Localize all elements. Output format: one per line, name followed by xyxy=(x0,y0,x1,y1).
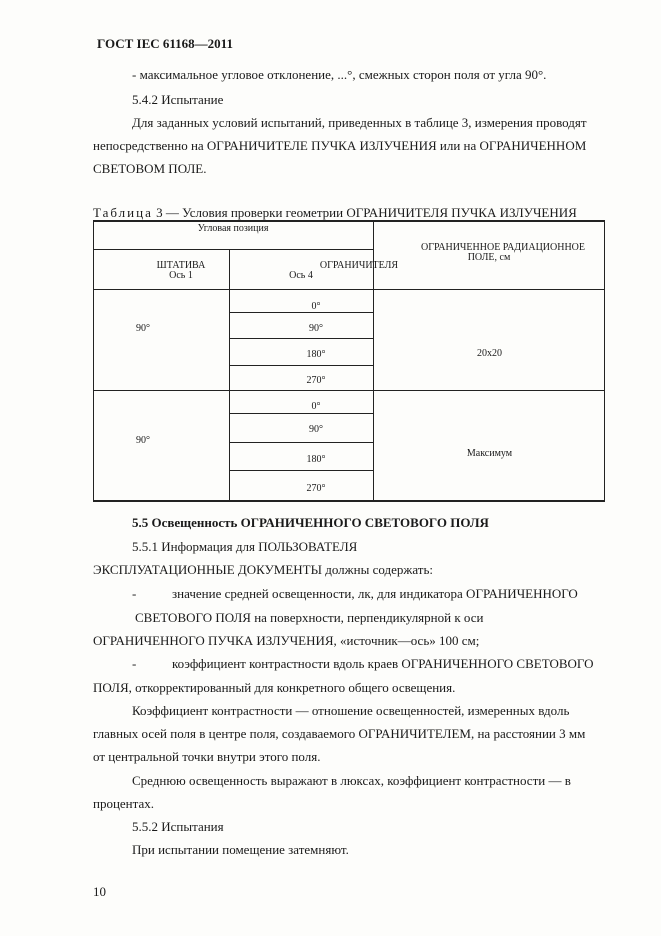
table-cell-angle: 270° xyxy=(306,483,326,494)
table-cell-field: Максимум xyxy=(466,448,513,459)
paragraph-line: Для заданных условий испытаний, приведенных в таблице 3, измерения проводят xyxy=(132,115,587,130)
table-cell-stand: 90° xyxy=(136,323,150,334)
table-header-limiter-axis: Ось 4 xyxy=(289,270,313,281)
text-line: - максимальное угловое отклонение, ...°, смежных сторон поля от угла 90°. xyxy=(132,67,547,82)
document-header: ГОСТ IEC 61168—2011 xyxy=(97,36,233,51)
table-cell-angle: 180° xyxy=(306,454,326,465)
bullet-dash: - xyxy=(132,656,137,671)
table-header-stand-axis: Ось 1 xyxy=(169,270,193,281)
paragraph-line: от центральной точки внутри этого поля. xyxy=(93,749,321,764)
paragraph-line: непосредственно на ОГРАНИЧИТЕЛЕ ПУЧКА ИЗЛУЧЕНИЯ или на ОГРАНИЧЕННОМ xyxy=(93,138,587,153)
table-cell-angle: 180° xyxy=(306,349,326,360)
table-header-field: ОГРАНИЧЕННОЕ РАДИАЦИОННОЕ xyxy=(420,242,586,253)
bullet-line: значение средней освещенности, лк, для индикатора ОГРАНИЧЕННОГО xyxy=(172,586,578,601)
table-caption xyxy=(93,205,577,221)
table-cell-angle: 90° xyxy=(309,323,323,334)
table-header-field-unit: ПОЛЕ, см xyxy=(467,252,511,263)
paragraph-line: При испытании помещение затемняют. xyxy=(132,842,349,857)
paragraph-line: Коэффициент контрастности — отношение освещенностей, измеренных вдоль xyxy=(132,703,570,718)
section-title: 5.5 Освещенность ОГРАНИЧЕННОГО СВЕТОВОГО ПОЛЯ xyxy=(132,515,489,530)
table-cell-angle: 270° xyxy=(306,375,326,386)
table-cell-field: 20x20 xyxy=(477,348,502,359)
paragraph-line: процентах. xyxy=(93,796,155,811)
table-3 xyxy=(93,220,605,502)
bullet-line: ПОЛЯ, откорректированный для конкретного общего освещения. xyxy=(93,680,456,695)
table-header-group: Угловая позиция xyxy=(197,223,269,234)
table-caption-text: 3 — Условия проверки геометрии ОГРАНИЧИТЕЛЯ ПУЧКА ИЗЛУЧЕНИЯ xyxy=(156,205,577,220)
table-header-stand: ШТАТИВА xyxy=(156,260,206,271)
table-caption-word: Таблица xyxy=(93,205,153,220)
paragraph-line: СВЕТОВОМ ПОЛЕ. xyxy=(93,161,207,176)
subsection-title: 5.4.2 Испытание xyxy=(132,92,224,107)
subsection-title: 5.5.2 Испытания xyxy=(132,819,224,834)
table-cell-angle: 0° xyxy=(311,301,321,312)
table-header-limiter: ОГРАНИЧИТЕЛЯ xyxy=(319,260,399,271)
paragraph-line: ЭКСПЛУАТАЦИОННЫЕ ДОКУМЕНТЫ должны содержать: xyxy=(93,562,433,577)
paragraph-line: главных осей поля в центре поля, создаваемого ОГРАНИЧИТЕЛЕМ, на расстоянии 3 мм xyxy=(93,726,586,741)
table-cell-angle: 90° xyxy=(309,424,323,435)
bullet-line: СВЕТОВОГО ПОЛЯ на поверхности, перпендикулярной к оси xyxy=(135,610,484,625)
bullet-line: коэффициент контрастности вдоль краев ОГРАНИЧЕННОГО СВЕТОВОГО xyxy=(172,656,594,671)
bullet-line: ОГРАНИЧЕННОГО ПУЧКА ИЗЛУЧЕНИЯ, «источник—ось» 100 см; xyxy=(93,633,480,648)
subsection-title: 5.5.1 Информация для ПОЛЬЗОВАТЕЛЯ xyxy=(132,539,358,554)
table-cell-angle: 0° xyxy=(311,401,321,412)
table-cell-stand: 90° xyxy=(136,435,150,446)
paragraph-line: Среднюю освещенность выражают в люксах, коэффициент контрастности — в xyxy=(132,773,571,788)
bullet-dash: - xyxy=(132,586,137,601)
page-number: 10 xyxy=(93,884,106,899)
